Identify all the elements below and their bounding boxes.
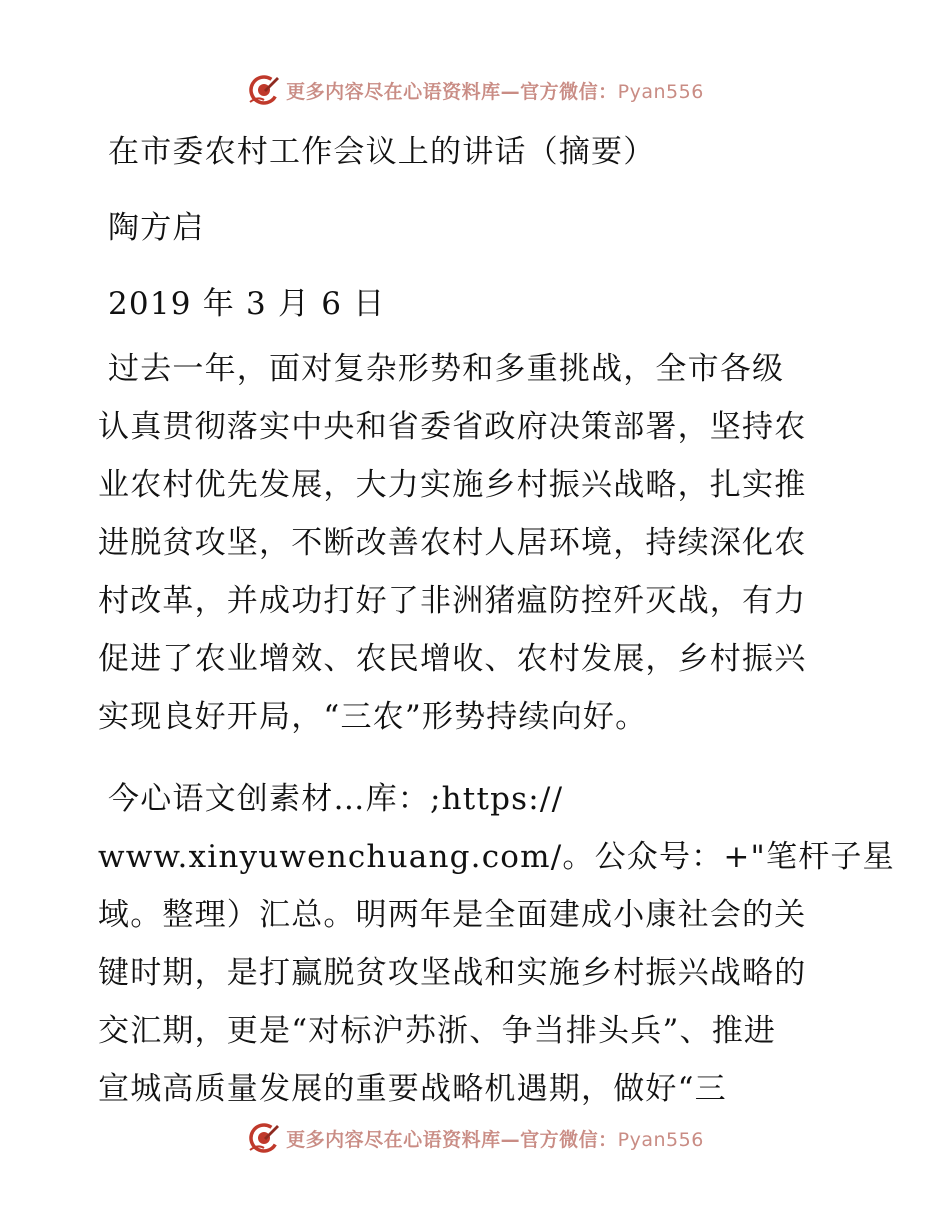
paragraph-line: 业农村优先发展，大力实施乡村振兴战略，扎实推 — [98, 467, 807, 503]
banner-caption: 更多内容尽在心语资料库—官方微信： — [286, 1128, 618, 1151]
paragraph-line: 键时期，是打赢脱贫攻坚战和实施乡村振兴战略的 — [98, 955, 807, 991]
document-author: 陶方启 — [108, 210, 205, 246]
paragraph-line: 宣城高质量发展的重要战略机遇期，做好“三 — [98, 1071, 727, 1107]
footer-banner — [0, 1118, 950, 1158]
banner-caption: 更多内容尽在心语资料库—官方微信： — [286, 80, 618, 103]
banner-text — [286, 77, 704, 104]
paragraph-line: 过去一年，面对复杂形势和多重挑战，全市各级 — [108, 351, 785, 387]
paragraph-line: 进脱贫攻坚，不断改善农村人居环境，持续深化农 — [98, 525, 807, 561]
header-banner — [0, 70, 950, 110]
banner-text — [286, 1125, 704, 1152]
banner-wechat-id: Pyan556 — [617, 1128, 704, 1151]
document-date: 2019 年 3 月 6 日 — [108, 286, 386, 322]
paragraph-1 — [98, 340, 858, 746]
paragraph-line: 实现良好开局，“三农”形势持续向好。 — [98, 699, 648, 735]
document-title: 在市委农村工作会议上的讲话（摘要） — [108, 134, 656, 170]
pen-circle-logo-icon — [246, 1120, 282, 1156]
banner-wechat-id: Pyan556 — [617, 80, 704, 103]
paragraph-line: www.xinyuwenchuang.com/。公众号：+"笔杆子星 — [98, 839, 895, 875]
paragraph-line: 认真贯彻落实中央和省委省政府决策部署，坚持农 — [98, 409, 807, 445]
paragraph-line: 村改革，并成功打好了非洲猪瘟防控歼灭战，有力 — [98, 583, 807, 619]
paragraph-line: 促进了农业增效、农民增收、农村发展，乡村振兴 — [98, 641, 807, 677]
paragraph-line: 域。整理）汇总。明两年是全面建成小康社会的关 — [98, 897, 807, 933]
pen-circle-logo-icon — [246, 72, 282, 108]
paragraph-line: 今心语文创素材…库：;https:// — [108, 781, 564, 817]
paragraph-line: 交汇期，更是“对标沪苏浙、争当排头兵”、推进 — [98, 1013, 777, 1049]
paragraph-2 — [98, 770, 895, 1118]
